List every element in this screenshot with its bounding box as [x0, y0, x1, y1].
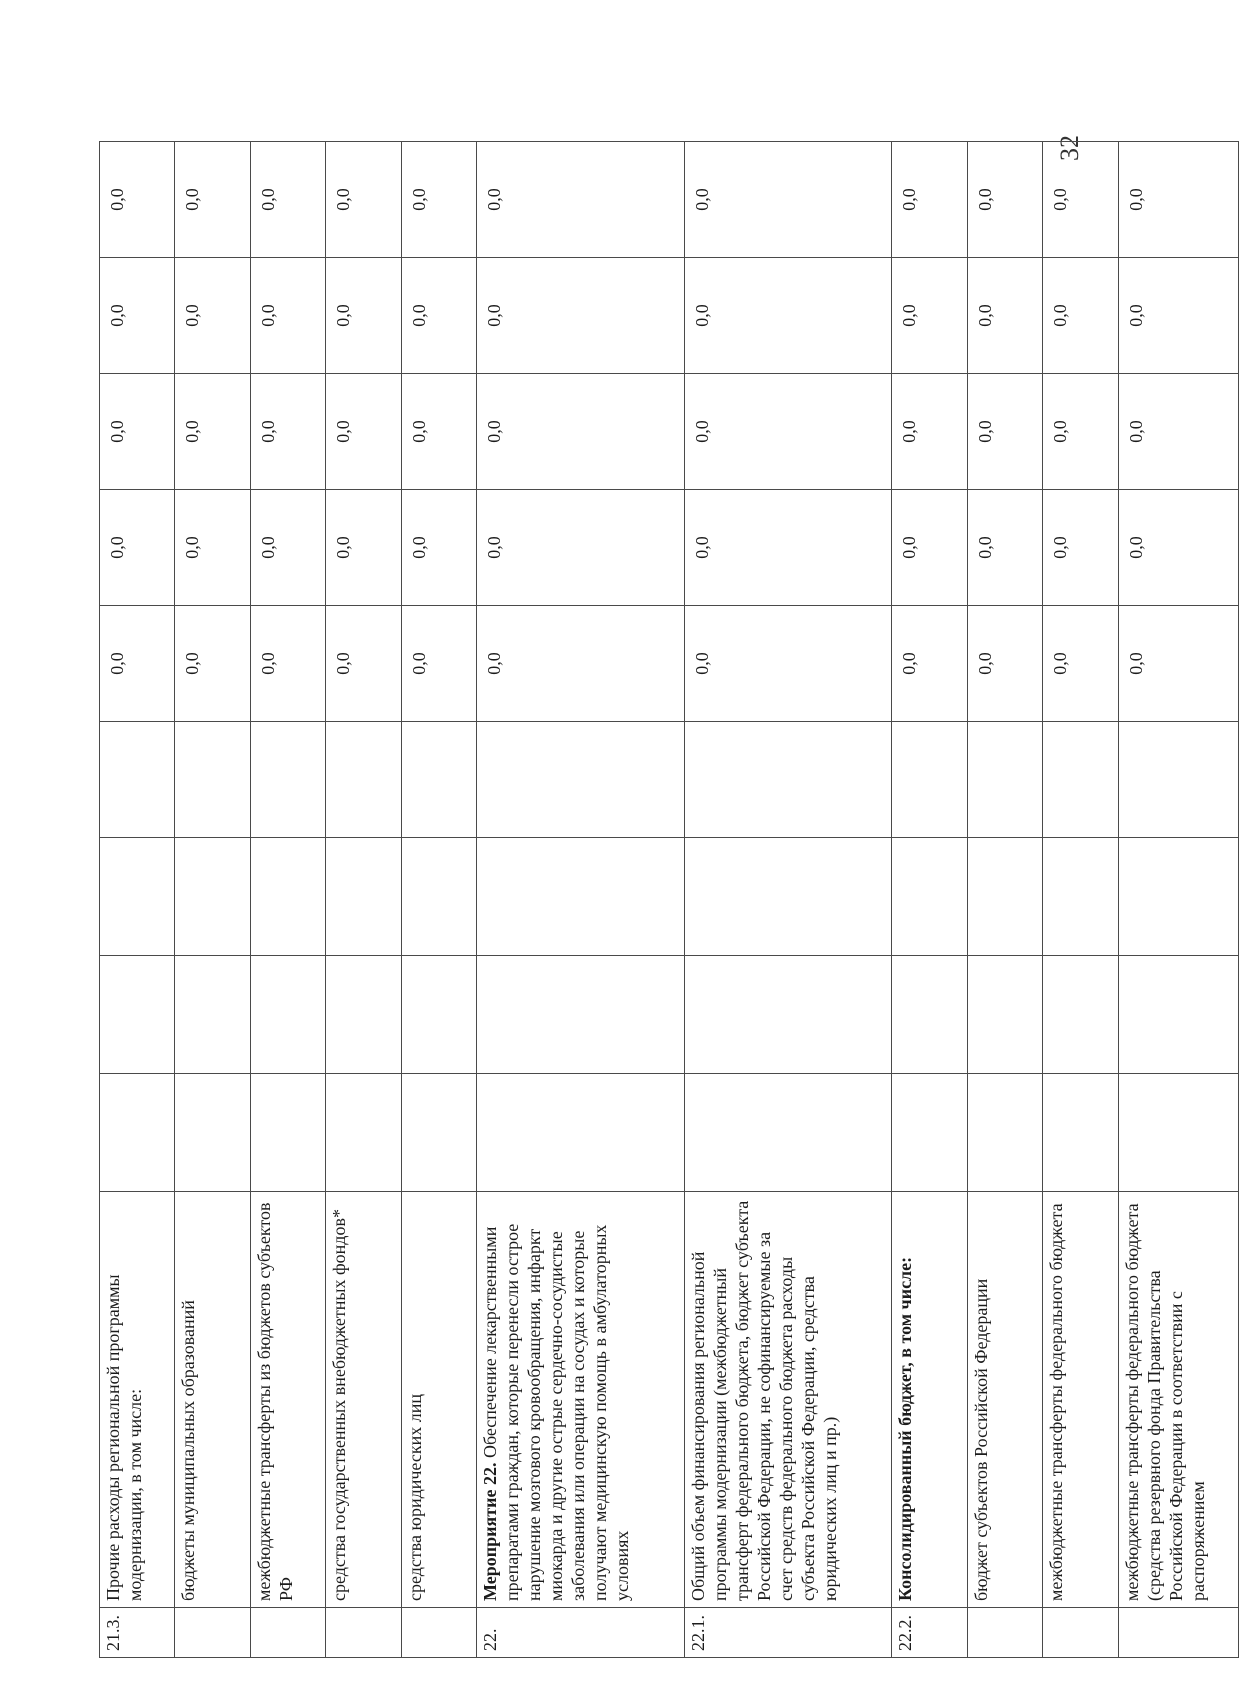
value-cell: 0,0: [476, 142, 684, 258]
value-cell: 0,0: [175, 490, 250, 606]
value-cell: 0,0: [401, 258, 476, 374]
value-cell: [401, 722, 476, 838]
value-cell: 0,0: [967, 374, 1042, 490]
row-description-text: бюджет субъектов Российской Федерации: [970, 1278, 991, 1601]
value-cell: [175, 1074, 250, 1192]
row-description-text: средства государственных внебюджетных фондов*: [329, 1209, 350, 1601]
value-cell: 0,0: [967, 258, 1042, 374]
row-description-text: Прочие расходы региональной программы модернизации, в том числе:: [103, 1274, 145, 1601]
value-cell: 0,0: [684, 606, 892, 722]
value-cell: [250, 956, 325, 1074]
value-cell: [100, 838, 175, 956]
value-cell: 0,0: [250, 606, 325, 722]
value-cell: 0,0: [892, 490, 967, 606]
row-description: [401, 1192, 476, 1608]
value-cell: 0,0: [967, 490, 1042, 606]
row-description-lead: Консолидированный бюджет, в том числе:: [895, 1256, 916, 1601]
value-cell: 0,0: [100, 258, 175, 374]
value-cell: [892, 722, 967, 838]
value-cell: [892, 838, 967, 956]
row-number: [175, 1608, 250, 1658]
page-number: 32: [1055, 135, 1084, 161]
row-description-text: межбюджетные трансферты федерального бюджета (средства резервного фонда Правительства Российской Федерации в соответствии с распоряжением: [1121, 1203, 1208, 1601]
value-cell: 0,0: [1118, 258, 1239, 374]
value-cell: [892, 1074, 967, 1192]
value-cell: 0,0: [1118, 374, 1239, 490]
table-row: [175, 142, 250, 1658]
value-cell: 0,0: [250, 258, 325, 374]
value-cell: [326, 838, 401, 956]
value-cell: [1118, 1074, 1239, 1192]
value-cell: 0,0: [175, 374, 250, 490]
value-cell: [326, 956, 401, 1074]
value-cell: [175, 722, 250, 838]
row-number: [401, 1608, 476, 1658]
value-cell: 0,0: [967, 606, 1042, 722]
value-cell: [401, 1074, 476, 1192]
table-row: [684, 142, 892, 1658]
value-cell: [1118, 838, 1239, 956]
value-cell: [476, 722, 684, 838]
row-description: [892, 1192, 967, 1608]
value-cell: [967, 1074, 1042, 1192]
value-cell: [100, 956, 175, 1074]
table-row: [401, 142, 476, 1658]
value-cell: [175, 838, 250, 956]
value-cell: 0,0: [175, 142, 250, 258]
row-number: [250, 1608, 325, 1658]
row-description: [175, 1192, 250, 1608]
value-cell: 0,0: [684, 258, 892, 374]
value-cell: [476, 838, 684, 956]
value-cell: 0,0: [1118, 606, 1239, 722]
row-number: 21.3.: [100, 1608, 175, 1658]
row-number: [326, 1608, 401, 1658]
row-description-text: средства юридических лиц: [404, 1394, 425, 1601]
row-description-text: Общий объем финансирования региональной программы модернизации (межбюджетный трансферт федерального бюджета, бюджет субъекта Российской Федерации, не софинансируемые за счет средств федерального бюджета расходы субъекта Российской Федерации, средства юридических лиц и пр.): [687, 1200, 840, 1601]
value-cell: 0,0: [326, 606, 401, 722]
value-cell: 0,0: [250, 490, 325, 606]
value-cell: 0,0: [100, 606, 175, 722]
value-cell: [401, 838, 476, 956]
value-cell: 0,0: [1118, 142, 1239, 258]
row-description-lead: Мероприятие 22.: [479, 1462, 500, 1601]
table-row: [326, 142, 401, 1658]
table-row: [892, 142, 967, 1658]
value-cell: 0,0: [1118, 490, 1239, 606]
value-cell: 0,0: [1043, 606, 1118, 722]
value-cell: 0,0: [892, 142, 967, 258]
value-cell: 0,0: [100, 490, 175, 606]
row-number: 22.1.: [684, 1608, 892, 1658]
value-cell: [100, 1074, 175, 1192]
row-description-text: межбюджетные трансферты федерального бюджета: [1046, 1203, 1067, 1601]
value-cell: 0,0: [175, 606, 250, 722]
value-cell: 0,0: [100, 142, 175, 258]
value-cell: 0,0: [476, 374, 684, 490]
value-cell: 0,0: [100, 374, 175, 490]
value-cell: [175, 956, 250, 1074]
value-cell: 0,0: [326, 490, 401, 606]
row-description: [684, 1192, 892, 1608]
value-cell: 0,0: [684, 374, 892, 490]
table-row: [476, 142, 684, 1658]
row-description: [100, 1192, 175, 1608]
value-cell: [250, 1074, 325, 1192]
value-cell: [684, 722, 892, 838]
value-cell: 0,0: [476, 258, 684, 374]
value-cell: [250, 722, 325, 838]
value-cell: 0,0: [1043, 374, 1118, 490]
value-cell: 0,0: [250, 142, 325, 258]
row-description-text: бюджеты муниципальных образований: [178, 1300, 199, 1601]
row-number: [967, 1608, 1042, 1658]
value-cell: [476, 956, 684, 1074]
value-cell: [684, 1074, 892, 1192]
value-cell: [1043, 722, 1118, 838]
value-cell: 0,0: [892, 606, 967, 722]
value-cell: 0,0: [892, 258, 967, 374]
value-cell: [1043, 838, 1118, 956]
row-description: [250, 1192, 325, 1608]
value-cell: 0,0: [476, 490, 684, 606]
value-cell: 0,0: [684, 490, 892, 606]
row-number: 22.2.: [892, 1608, 967, 1658]
table-row: [967, 142, 1042, 1658]
value-cell: [326, 1074, 401, 1192]
value-cell: 0,0: [401, 490, 476, 606]
value-cell: 0,0: [250, 374, 325, 490]
value-cell: [401, 956, 476, 1074]
row-description-text: Обеспечение лекарственными препаратами граждан, которые перенесли острое нарушение мозгового кровообращения, инфаркт миокарда и другие острые сердечно-сосудистые заболевания или операции на сосудах и которые получают медицинскую помощь в амбулаторных условиях: [479, 1223, 632, 1601]
value-cell: 0,0: [326, 374, 401, 490]
row-description: [1043, 1192, 1118, 1608]
value-cell: [100, 722, 175, 838]
value-cell: 0,0: [401, 606, 476, 722]
value-cell: [967, 838, 1042, 956]
value-cell: [1118, 956, 1239, 1074]
value-cell: 0,0: [967, 142, 1042, 258]
value-cell: 0,0: [326, 258, 401, 374]
table-row: [1043, 142, 1118, 1658]
value-cell: 0,0: [1043, 142, 1118, 258]
value-cell: [684, 956, 892, 1074]
row-number: [1043, 1608, 1118, 1658]
value-cell: 0,0: [892, 374, 967, 490]
value-cell: [892, 956, 967, 1074]
value-cell: [1043, 1074, 1118, 1192]
table-row: [1118, 142, 1239, 1658]
financing-table: [99, 142, 1239, 1658]
row-number: 22.: [476, 1608, 684, 1658]
row-description: [967, 1192, 1042, 1608]
table-row: [100, 142, 175, 1658]
value-cell: [326, 722, 401, 838]
row-description: [326, 1192, 401, 1608]
table-row: [250, 142, 325, 1658]
value-cell: 0,0: [1043, 258, 1118, 374]
value-cell: [967, 722, 1042, 838]
value-cell: [476, 1074, 684, 1192]
value-cell: 0,0: [175, 258, 250, 374]
row-description: [1118, 1192, 1239, 1608]
value-cell: [1118, 722, 1239, 838]
row-description: [476, 1192, 684, 1608]
value-cell: [684, 838, 892, 956]
value-cell: [967, 956, 1042, 1074]
value-cell: 0,0: [401, 142, 476, 258]
value-cell: 0,0: [476, 606, 684, 722]
row-description-text: межбюджетные трансферты из бюджетов субъектов РФ: [253, 1202, 296, 1601]
value-cell: 0,0: [1043, 490, 1118, 606]
value-cell: [1043, 956, 1118, 1074]
row-number: [1118, 1608, 1239, 1658]
value-cell: [250, 838, 325, 956]
value-cell: 0,0: [401, 374, 476, 490]
value-cell: 0,0: [326, 142, 401, 258]
value-cell: 0,0: [684, 142, 892, 258]
